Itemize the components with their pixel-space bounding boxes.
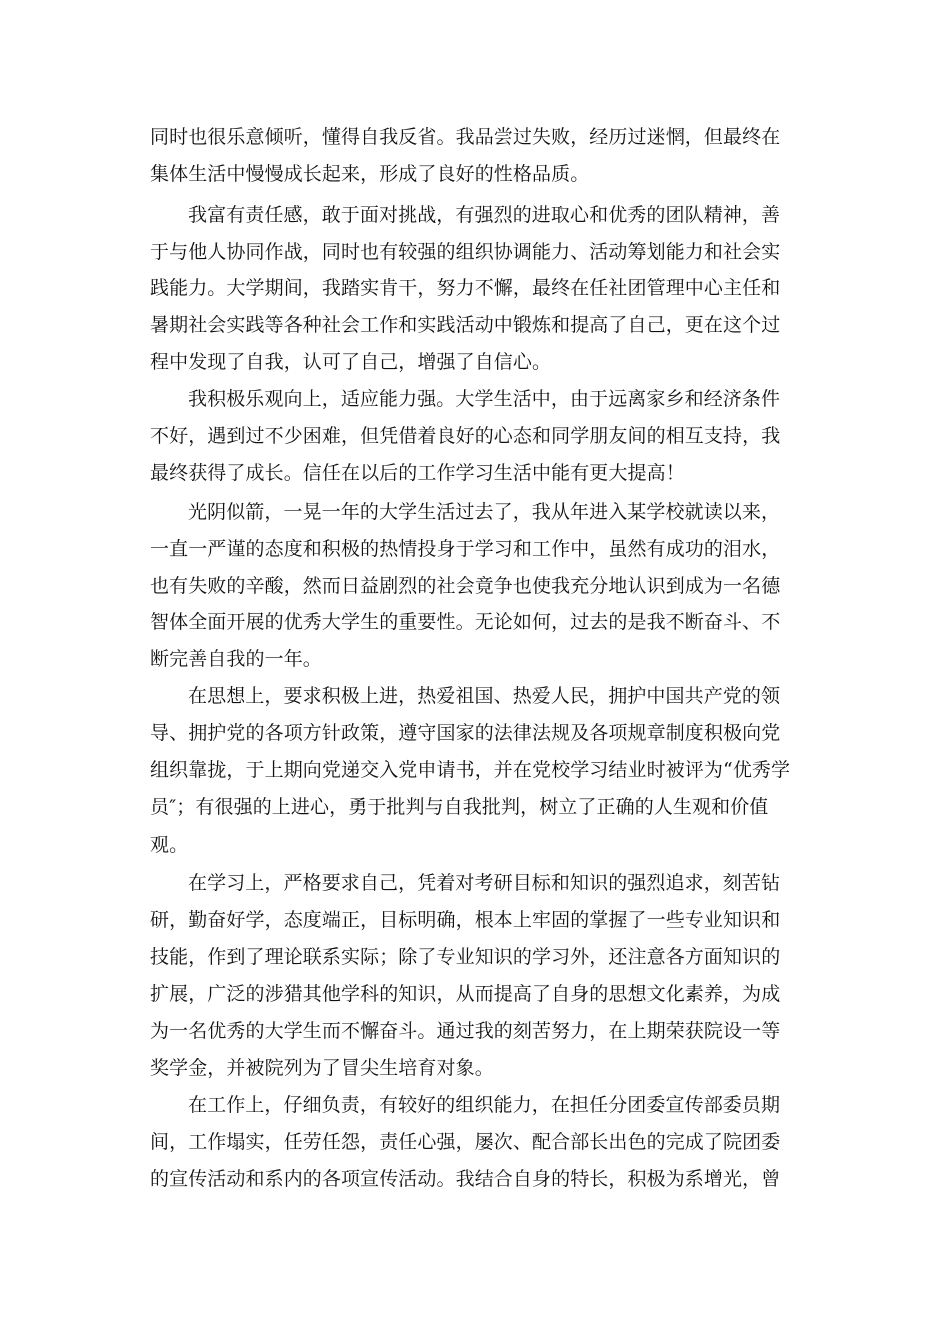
text-line: 间，工作塌实，任劳任怨，责任心强，屡次、配合部长出色的完成了院团委	[150, 1131, 781, 1153]
text-line: 程中发现了自我，认可了自己，增强了自信心。	[150, 351, 552, 373]
text-line: 断完善自我的一年。	[150, 648, 322, 670]
text-line: 组织靠拢，于上期向党递交入党申请书，并在党校学习结业时被评为“优秀学	[150, 759, 791, 781]
text-line: 暑期社会实践等各种社会工作和实践活动中锻炼和提高了自己，更在这个过	[150, 314, 781, 336]
paragraph-first-line: 我积极乐观向上，适应能力强。大学生活中，由于远离家乡和经济条件	[188, 388, 781, 410]
text-line: 践能力。大学期间，我踏实肯干，努力不懈，最终在任社团管理中心主任和	[150, 277, 781, 299]
text-line: 员″；有很强的上进心，勇于批判与自我批判，树立了正确的人生观和价值	[150, 796, 769, 818]
text-line: 奖学金，并被院列为了冒尖生培育对象。	[150, 1057, 494, 1079]
paragraph-first-line: 光阴似箭，一晃一年的大学生活过去了，我从年进入某学校就读以来，	[188, 501, 781, 523]
text-line: 不好，遇到过不少困难，但凭借着良好的心态和同学朋友间的相互支持，我	[150, 425, 781, 447]
paragraph-first-line: 在学习上，严格要求自己，凭着对考研目标和知识的强烈追求，刻苦钻	[188, 872, 781, 894]
text-line: 集体生活中慢慢成长起来，形成了良好的性格品质。	[150, 163, 590, 185]
text-line: 同时也很乐意倾听，懂得自我反省。我品尝过失败，经历过迷惘，但最终在	[150, 126, 781, 148]
text-line: 最终获得了成长。信任在以后的工作学习生活中能有更大提高！	[150, 462, 685, 484]
text-line: 的宣传活动和系内的各项宣传活动。我结合自身的特长，积极为系增光，曾	[150, 1168, 781, 1190]
text-line: 技能，作到了理论联系实际；除了专业知识的学习外，还注意各方面知识的	[150, 946, 781, 968]
text-line: 研，勤奋好学，态度端正，目标明确，根本上牢固的掌握了一些专业知识和	[150, 909, 781, 931]
paragraph-first-line: 在思想上，要求积极上进，热爱祖国、热爱人民，拥护中国共产党的领	[188, 685, 781, 707]
paragraph-first-line: 在工作上，仔细负责，有较好的组织能力，在担任分团委宣传部委员期	[188, 1094, 781, 1116]
text-line: 观。	[150, 834, 189, 856]
paragraph-first-line: 我富有责任感，敢于面对挑战，有强烈的进取心和优秀的团队精神，善	[188, 204, 781, 226]
text-line: 一直一严谨的态度和积极的热情投身于学习和工作中，虽然有成功的泪水，	[150, 538, 781, 560]
text-line: 智体全面开展的优秀大学生的重要性。无论如何，过去的是我不断奋斗、不	[150, 611, 781, 633]
text-line: 也有失败的辛酸，然而日益剧烈的社会竟争也使我充分地认识到成为一名德	[150, 575, 781, 597]
text-line: 扩展，广泛的涉猎其他学科的知识，从而提高了自身的思想文化素养，为成	[150, 983, 781, 1005]
text-line: 为一名优秀的大学生而不懈奋斗。通过我的刻苦努力，在上期荣获院设一等	[150, 1020, 781, 1042]
text-line: 于与他人协同作战，同时也有较强的组织协调能力、活动筹划能力和社会实	[150, 241, 781, 263]
text-line: 导、拥护党的各项方针政策，遵守国家的法律法规及各项规章制度积极向党	[150, 722, 781, 744]
